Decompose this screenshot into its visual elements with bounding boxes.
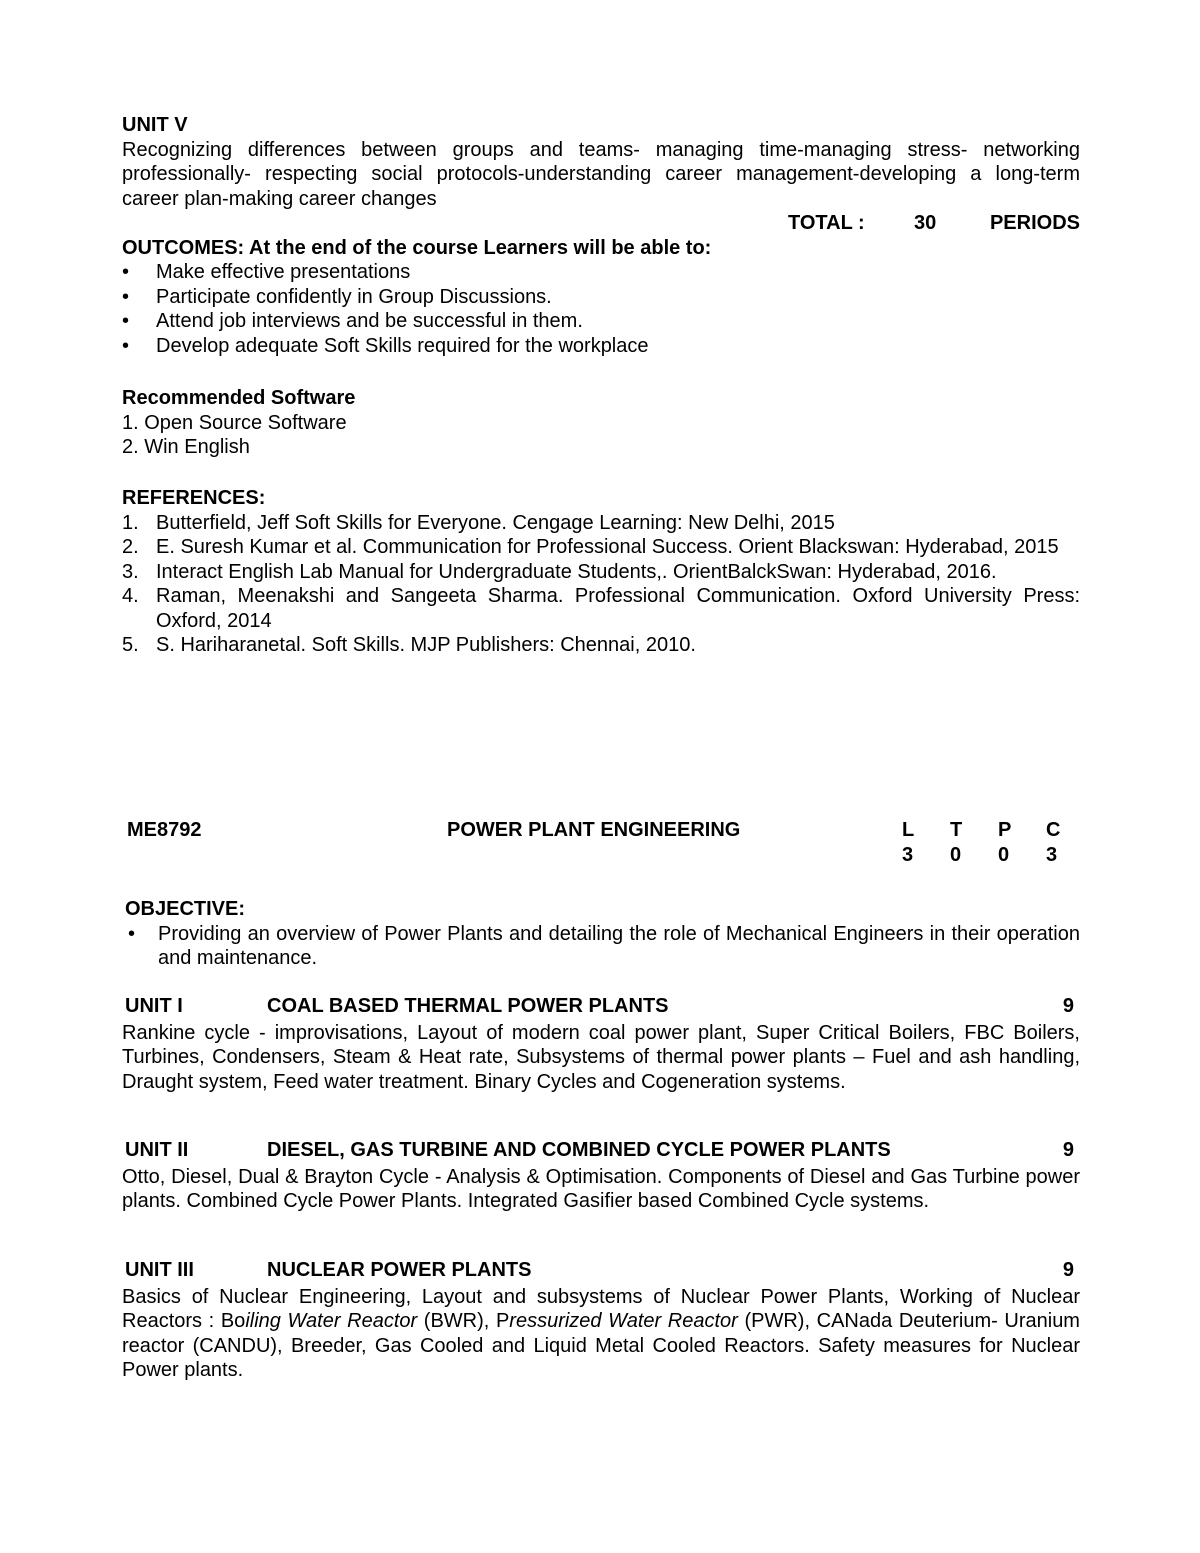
unit-heading — [122, 1138, 1080, 1163]
unit-title: COAL BASED THERMAL POWER PLANTS — [267, 995, 669, 1017]
total-periods-row — [122, 211, 1080, 236]
unit-hours: 9 — [1062, 1259, 1074, 1281]
outcome-text: Make effective presentations — [156, 261, 411, 283]
outcome-text: Participate confidently in Group Discussions. — [156, 285, 552, 308]
reference-text: Butterfield, Jeff Soft Skills for Everyone. Cengage Learning: New Delhi, 2015 — [156, 511, 835, 534]
software-item: 1. Open Source Software — [122, 411, 347, 434]
reference-number: 4. — [122, 585, 139, 607]
unit-text: Rankine cycle - improvisations, Layout of modern coal power plant, Super Critical Boilers, FBC Boilers, Turbines, Condensers, Steam & Heat rate, Subsystems of thermal power plants – Fuel and ash handling, Draught system, Feed water treatment. Binary Cycles and Cogeneration systems. — [122, 1021, 1080, 1093]
objective-section — [122, 897, 1080, 971]
ltpc-table — [902, 818, 1094, 867]
total-unit: PERIODS — [989, 212, 1080, 234]
ltpc-label: T — [950, 819, 963, 841]
unit-hours: 9 — [1062, 995, 1074, 1017]
unit-name: UNIT II — [125, 1139, 189, 1161]
reference-text: S. Hariharanetal. Soft Skills. MJP Publishers: Chennai, 2010. — [156, 634, 696, 656]
reference-number: 1. — [122, 511, 139, 534]
list-item — [122, 511, 1080, 536]
ltpc-values-row — [902, 843, 1094, 868]
ltpc-label: C — [1046, 819, 1061, 841]
ltpc-value: 3 — [902, 843, 914, 866]
unit-text-part: (PWR), CANada Deuterium- Uranium reactor (CANDU), Breeder, Gas Cooled and Liquid Metal Cooled Reactors. Safety measures for Nuclear Power plants. — [122, 1310, 1080, 1381]
bullet-icon: • — [122, 261, 130, 283]
unit-v-text: Recognizing differences between groups and teams- managing time-managing stress- networking professionally- respecting social protocols-understanding career management-developing a long-term career plan-making career changes — [122, 138, 1080, 210]
list-item — [122, 260, 1080, 285]
unit-title: NUCLEAR POWER PLANTS — [267, 1259, 532, 1281]
recommended-software-section — [122, 386, 1080, 460]
outcome-text: Develop adequate Soft Skills required for the workplace — [156, 334, 649, 357]
unit-name: UNIT III — [125, 1259, 194, 1281]
total-value: 30 — [914, 212, 937, 234]
course-header — [122, 818, 1080, 868]
list-item — [122, 309, 1080, 334]
unit-heading — [122, 1258, 1080, 1283]
unit-ii-section — [122, 1138, 1080, 1214]
list-item — [122, 334, 1080, 359]
list-item — [122, 285, 1080, 310]
reference-text: Raman, Meenakshi and Sangeeta Sharma. Professional Communication. Oxford University Press: Oxford, 2014 — [156, 585, 1080, 632]
unit-i-section — [122, 994, 1080, 1094]
bullet-icon: • — [122, 310, 130, 332]
references-list — [122, 511, 1080, 658]
unit-text-part: (BWR), P — [417, 1310, 510, 1332]
list-item — [122, 535, 1080, 560]
unit-iii-section — [122, 1258, 1080, 1383]
outcomes-heading: OUTCOMES: At the end of the course Learners will be able to: — [122, 236, 712, 259]
reference-number: 3. — [122, 560, 139, 583]
unit-hours: 9 — [1062, 1139, 1074, 1161]
objective-heading: OBJECTIVE: — [125, 898, 246, 920]
ltpc-labels-row — [902, 818, 1094, 843]
bullet-icon: • — [122, 334, 130, 357]
bullet-icon: • — [122, 285, 130, 308]
software-item: 2. Win English — [122, 436, 250, 458]
total-label: TOTAL : — [788, 212, 865, 234]
list-item — [122, 584, 1080, 633]
ltpc-label: P — [998, 819, 1012, 841]
unit-text — [122, 1285, 1080, 1383]
outcome-text: Attend job interviews and be successful in them. — [156, 310, 583, 332]
references-heading: REFERENCES: — [122, 487, 266, 509]
unit-text: Otto, Diesel, Dual & Brayton Cycle - Analysis & Optimisation. Components of Diesel and Gas Turbine power plants. Combined Cycle Power Plants. Integrated Gasifier based Combined Cycle systems. — [122, 1165, 1080, 1212]
course-code: ME8792 — [127, 819, 202, 841]
unit-text-italic: iling Water Reactor — [245, 1310, 418, 1332]
unit-v-section — [122, 113, 1080, 358]
list-item — [122, 633, 1080, 658]
list-item — [122, 922, 1080, 971]
ltpc-value: 0 — [950, 843, 962, 866]
unit-title: DIESEL, GAS TURBINE AND COMBINED CYCLE POWER PLANTS — [267, 1139, 891, 1161]
course-title: POWER PLANT ENGINEERING — [447, 819, 741, 841]
reference-text: Interact English Lab Manual for Undergraduate Students,. OrientBalckSwan: Hyderabad, 2016. — [156, 560, 997, 583]
reference-text: E. Suresh Kumar et al. Communication for Professional Success. Orient Blackswan: Hyderabad, 2015 — [156, 536, 1059, 558]
bullet-icon: • — [128, 922, 136, 945]
unit-v-heading: UNIT V — [122, 114, 188, 136]
objective-text: Providing an overview of Power Plants and detailing the role of Mechanical Engineers in their operation and maintenance. — [158, 922, 1080, 969]
unit-text-italic: ressurized Water Reactor — [509, 1310, 738, 1332]
reference-number: 2. — [122, 536, 139, 558]
ltpc-value: 0 — [998, 843, 1010, 866]
ltpc-label: L — [902, 819, 915, 841]
reference-number: 5. — [122, 634, 139, 656]
unit-text-part: Basics of Nuclear Engineering, Layout and subsystems of Nuclear Power Plants, Working of Nuclear Reactors : Bo — [122, 1285, 1080, 1332]
list-item — [122, 560, 1080, 585]
ltpc-value: 3 — [1046, 843, 1058, 866]
software-heading: Recommended Software — [122, 387, 356, 409]
references-section — [122, 486, 1080, 658]
unit-name: UNIT I — [125, 995, 183, 1017]
unit-heading — [122, 994, 1080, 1019]
outcomes-list — [122, 260, 1080, 358]
